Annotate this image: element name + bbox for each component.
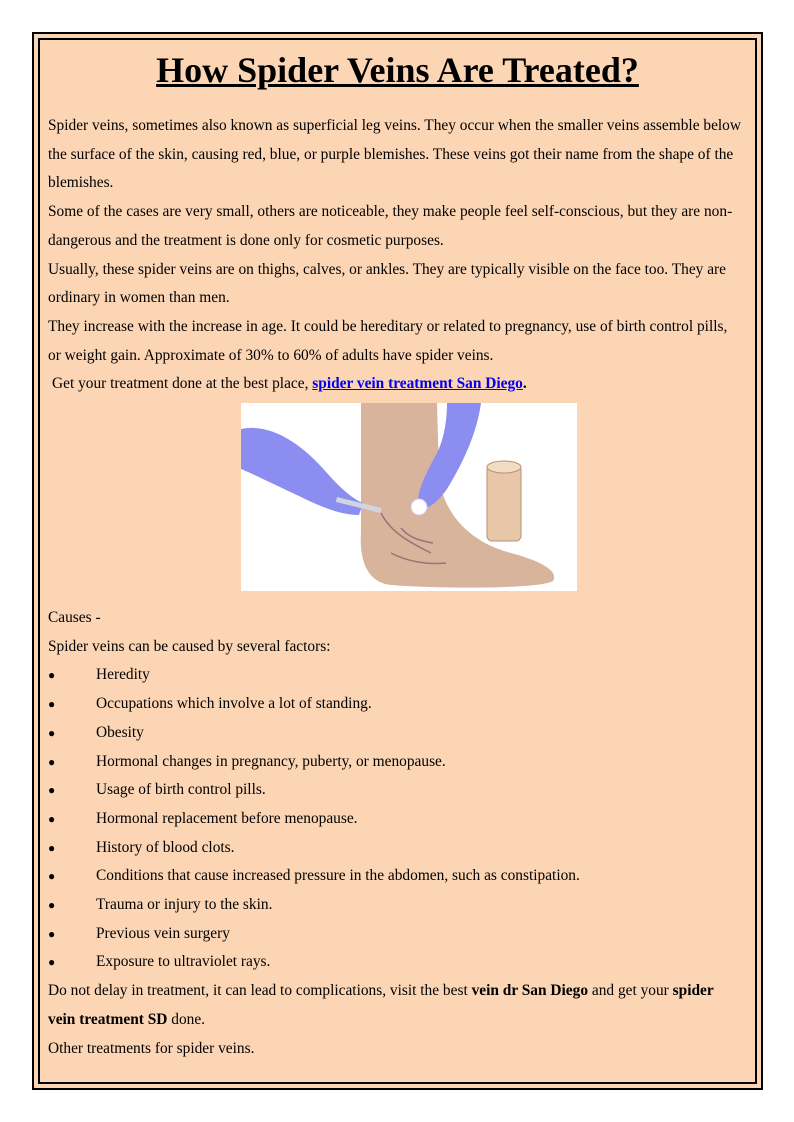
- list-item-text: Heredity: [96, 666, 150, 684]
- list-item: [48, 834, 743, 863]
- list-item: [48, 776, 743, 805]
- list-item: [48, 891, 743, 920]
- bullet-icon: ●: [48, 840, 56, 855]
- bullet-icon: ●: [48, 754, 56, 769]
- list-item-text: Occupations which involve a lot of standing.: [96, 695, 372, 713]
- list-item-text: History of blood clots.: [96, 838, 235, 856]
- cta-paragraph: [48, 370, 743, 399]
- bullet-icon: ●: [48, 783, 56, 798]
- list-item: [48, 748, 743, 777]
- cta-prefix: Get your treatment done at the best place,: [52, 375, 313, 393]
- intro-paragraph-1: Spider veins, sometimes also known as superficial leg veins. They occur when the smaller veins assemble below the surface of the skin, causing red, blue, or purple blemishes. These veins got their name from the shape of the blemishes.: [48, 117, 741, 192]
- page-title: How Spider Veins Are Treated?: [156, 50, 639, 90]
- causes-list: [48, 661, 743, 977]
- list-item-text: Exposure to ultraviolet rays.: [96, 953, 271, 971]
- list-item: [48, 805, 743, 834]
- closing-part-3: done.: [167, 1010, 206, 1028]
- causes-intro: Spider veins can be caused by several factors:: [48, 637, 331, 655]
- document-body: [48, 112, 743, 1063]
- bandage-roll-top: [487, 461, 521, 473]
- list-item-text: Obesity: [96, 723, 144, 741]
- figure-container: [48, 399, 743, 604]
- bullet-icon: ●: [48, 898, 56, 913]
- bullet-icon: ●: [48, 725, 56, 740]
- list-item: [48, 661, 743, 690]
- bullet-icon: ●: [48, 926, 56, 941]
- injection-illustration: [241, 403, 577, 591]
- closing-bold-2: spider vein treatment SD: [48, 982, 714, 1028]
- cotton-ball: [411, 499, 427, 515]
- list-item: [48, 862, 743, 891]
- bullet-icon: ●: [48, 869, 56, 884]
- bullet-icon: ●: [48, 811, 56, 826]
- list-item-text: Conditions that cause increased pressure in the abdomen, such as constipation.: [96, 867, 580, 885]
- bullet-icon: ●: [48, 955, 56, 970]
- list-item-text: Hormonal replacement before menopause.: [96, 809, 358, 827]
- list-item-text: Usage of birth control pills.: [96, 781, 266, 799]
- list-item: [48, 948, 743, 977]
- page-frame: [32, 32, 763, 1090]
- treatment-link[interactable]: spider vein treatment San Diego: [312, 375, 523, 393]
- bandage-roll: [487, 465, 521, 541]
- list-item: [48, 719, 743, 748]
- closing-paragraph: [48, 977, 743, 1034]
- bullet-icon: ●: [48, 668, 56, 683]
- causes-heading: Causes -: [48, 609, 101, 627]
- treatment-photo: [241, 403, 577, 591]
- list-item: [48, 920, 743, 949]
- list-item-text: Previous vein surgery: [96, 924, 230, 942]
- list-item: [48, 690, 743, 719]
- bullet-icon: ●: [48, 697, 56, 712]
- cta-suffix: .: [522, 375, 527, 393]
- list-item-text: Hormonal changes in pregnancy, puberty, or menopause.: [96, 752, 446, 770]
- final-line: Other treatments for spider veins.: [48, 1039, 255, 1057]
- closing-part-2: and get your: [588, 982, 673, 1000]
- closing-bold-1: vein dr San Diego: [471, 982, 589, 1000]
- intro-paragraph-4: They increase with the increase in age. It could be hereditary or related to pregnancy, use of birth control pills, or weight gain. Approximate of 30% to 60% of adults have spider veins.: [48, 317, 728, 364]
- list-item-text: Trauma or injury to the skin.: [96, 896, 273, 914]
- intro-paragraph-3: Usually, these spider veins are on thighs, calves, or ankles. They are typically visible on the face too. They are ordinary in women than men.: [48, 260, 726, 307]
- closing-part-1: Do not delay in treatment, it can lead to complications, visit the best: [48, 982, 472, 1000]
- intro-paragraph-2: Some of the cases are very small, others are noticeable, they make people feel self-conscious, but they are non-dangerous and the treatment is done only for cosmetic purposes.: [48, 203, 733, 249]
